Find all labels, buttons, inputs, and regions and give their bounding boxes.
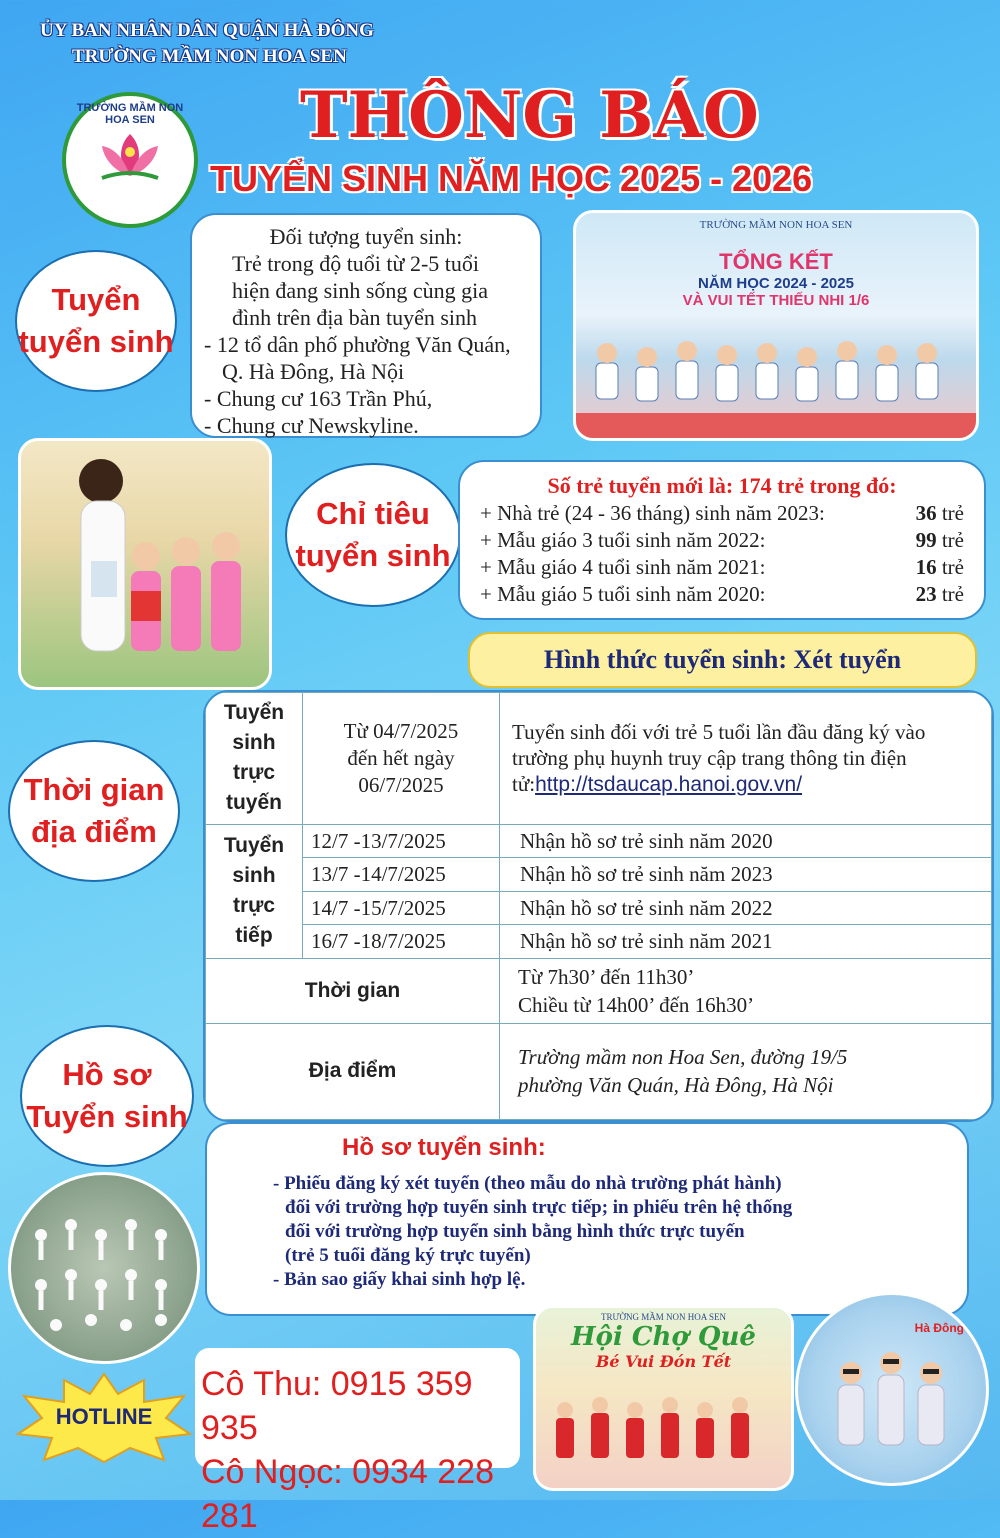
festival-subtitle: Bé Vui Đón Tết (595, 1352, 732, 1371)
target-line: đình trên địa bàn tuyển sinh (232, 305, 478, 330)
target-line: Q. Hà Đông, Hà Nội (222, 359, 405, 384)
photo-summary-event (573, 210, 979, 441)
online-label: Tuyển sinh trực tuyến (206, 693, 303, 825)
documents-line: (trẻ 5 tuổi đăng ký trực tuyến) (285, 1245, 531, 1266)
documents-body (273, 1172, 913, 1292)
direct-desc: Nhận hồ sơ trẻ sinh năm 2021 (500, 925, 992, 958)
online-desc-text: Tuyển sinh đối với trẻ 5 tuổi lần đầu đăng ký vào trường phụ huynh truy cập trang thông tin điện tử: (512, 719, 926, 796)
direct-label: Tuyển sinh trực tiếp (206, 824, 303, 958)
direct-date: 14/7 -15/7/2025 (303, 891, 500, 924)
hotline-contact[interactable]: Cô Thu: 0915 359 935 (201, 1365, 473, 1447)
photo1-title: TỔNG KẾT (719, 249, 833, 274)
time-line: Từ 7h30’ đến 11h30’ (518, 964, 695, 989)
direct-date: 13/7 -14/7/2025 (303, 858, 500, 891)
documents-line: - Phiếu đăng ký xét tuyển (theo mẫu do nhà trường phát hành) (273, 1173, 782, 1194)
hotline-label: HOTLINE (55, 1404, 153, 1429)
documents-line: đối với trường hợp tuyển sinh bằng hình thức trực tuyến (285, 1221, 745, 1242)
hotline-contacts (195, 1348, 520, 1535)
online-dates (303, 693, 500, 825)
documents-line: - Bản sao giấy khai sinh hợp lệ. (273, 1269, 526, 1290)
logo-ring-text: TRƯỜNG MẦM NON HOA SEN (76, 102, 184, 126)
gov-line-2: TRƯỜNG MẦM NON HOA SEN (72, 46, 347, 67)
direct-desc: Nhận hồ sơ trẻ sinh năm 2020 (500, 824, 992, 857)
hotline-contact[interactable]: Cô Ngọc: 0934 228 281 (201, 1453, 494, 1535)
photo-dance (795, 1292, 989, 1486)
exercise-figures (11, 1175, 197, 1361)
quota-row (480, 581, 964, 608)
direct-date: 16/7 -18/7/2025 (303, 925, 500, 958)
quota-panel (458, 460, 986, 620)
time-label: Thời gian (206, 958, 500, 1023)
photo-festival (533, 1305, 794, 1491)
photo-teacher-children (18, 438, 272, 690)
documents-heading: Hồ sơ tuyển sinh: (342, 1134, 546, 1161)
documents-panel (205, 1122, 969, 1316)
school-logo (62, 92, 198, 228)
place-label: Địa điểm (206, 1023, 500, 1119)
quota-number: 99 (915, 528, 937, 552)
bubble-time-place (8, 740, 180, 882)
quota-number: 16 (915, 555, 937, 579)
quota-unit: trẻ (941, 501, 964, 525)
page-title: THÔNG BÁO (300, 78, 759, 153)
target-line: Trẻ trong độ tuổi từ 2-5 tuổi (232, 251, 480, 276)
quota-unit: trẻ (941, 582, 964, 606)
online-description (500, 693, 992, 825)
target-line: - Chung cư Newskyline. (204, 413, 419, 438)
online-date-line: 06/7/2025 (358, 772, 444, 797)
photo1-line2: NĂM HỌC 2024 - 2025 (698, 275, 854, 292)
quota-heading: Số trẻ tuyển mới là: 174 trẻ trong đó: (547, 473, 897, 498)
quota-label: + Nhà trẻ (24 - 36 tháng) sinh năm 2023: (480, 501, 825, 525)
bubble-quota (285, 463, 461, 607)
schedule-table (203, 690, 994, 1122)
admission-method-banner: Hình thức tuyển sinh: Xét tuyển (468, 632, 977, 688)
place-line: Trường mầm non Hoa Sen, đường 19/5 (518, 1045, 848, 1070)
registration-link[interactable]: http://tsdaucap.hanoi.gov.vn/ (535, 772, 803, 796)
place-line: phường Văn Quán, Hà Đông, Hà Nội (518, 1073, 834, 1098)
bubble-target-line1: Tuyển (51, 282, 141, 317)
photo1-school: TRƯỜNG MẦM NON HOA SEN (699, 219, 853, 231)
quota-number: 36 (915, 501, 937, 525)
quota-row (480, 554, 964, 581)
children-figures (576, 333, 976, 438)
bubble-docs-line1: Hồ sơ (62, 1057, 152, 1092)
direct-desc: Nhận hồ sơ trẻ sinh năm 2022 (500, 891, 992, 924)
target-heading: Đối tượng tuyển sinh: (269, 224, 463, 249)
bubble-target-line2: tuyển sinh (18, 324, 174, 359)
online-date-line: đến hết ngày (347, 745, 455, 770)
festival-title: Hội Chợ Quê (571, 1322, 756, 1352)
bubble-docs (20, 1025, 194, 1167)
target-line: - 12 tổ dân phố phường Văn Quán, (204, 332, 511, 357)
direct-desc: Nhận hồ sơ trẻ sinh năm 2023 (500, 858, 992, 891)
quota-label: + Mẫu giáo 3 tuổi sinh năm 2022: (480, 528, 766, 552)
header-authority (40, 18, 374, 70)
target-line: - Chung cư 163 Trần Phú, (204, 386, 433, 411)
bubble-quota-line2: tuyển sinh (295, 538, 451, 573)
online-date-line: Từ 04/7/2025 (343, 718, 459, 743)
page-subtitle: TUYỂN SINH NĂM HỌC 2025 - 2026 (210, 158, 813, 199)
quota-row (480, 527, 964, 554)
quota-label: + Mẫu giáo 5 tuổi sinh năm 2020: (480, 582, 766, 606)
gov-line-1: ỦY BAN NHÂN DÂN QUẬN HÀ ĐÔNG (40, 20, 374, 41)
teacher-children-figures (21, 441, 269, 687)
festival-figures (536, 1388, 791, 1488)
bubble-target (15, 250, 177, 392)
target-line: hiện đang sinh sống cùng gia (232, 278, 489, 303)
documents-line: đối với trường hợp tuyển sinh trực tiếp; in phiếu trên hệ thống (285, 1197, 793, 1218)
time-line: Chiều từ 14h00’ đến 16h30’ (518, 992, 755, 1017)
direct-date: 12/7 -13/7/2025 (303, 824, 500, 857)
quota-unit: trẻ (941, 555, 964, 579)
photo-exercise (8, 1172, 200, 1364)
photo1-line3: VÀ VUI TẾT THIẾU NHI 1/6 (682, 292, 870, 309)
target-panel (190, 213, 542, 438)
dance-tag: Hà Đông (914, 1321, 964, 1335)
place-values (500, 1023, 992, 1119)
quota-unit: trẻ (941, 528, 964, 552)
quota-number: 23 (915, 582, 937, 606)
bubble-docs-line2: Tuyển sinh (26, 1099, 188, 1134)
time-values (500, 958, 992, 1023)
bubble-quota-line1: Chỉ tiêu (316, 496, 430, 531)
quota-row (480, 500, 964, 527)
bubble-time-line2: địa điểm (31, 814, 157, 849)
bubble-time-line1: Thời gian (23, 772, 165, 807)
lotus-icon (96, 130, 164, 182)
festival-school: TRƯỜNG MẦM NON HOA SEN (601, 1312, 726, 1322)
hotline-badge (14, 1372, 194, 1464)
quota-label: + Mẫu giáo 4 tuổi sinh năm 2021: (480, 555, 766, 579)
